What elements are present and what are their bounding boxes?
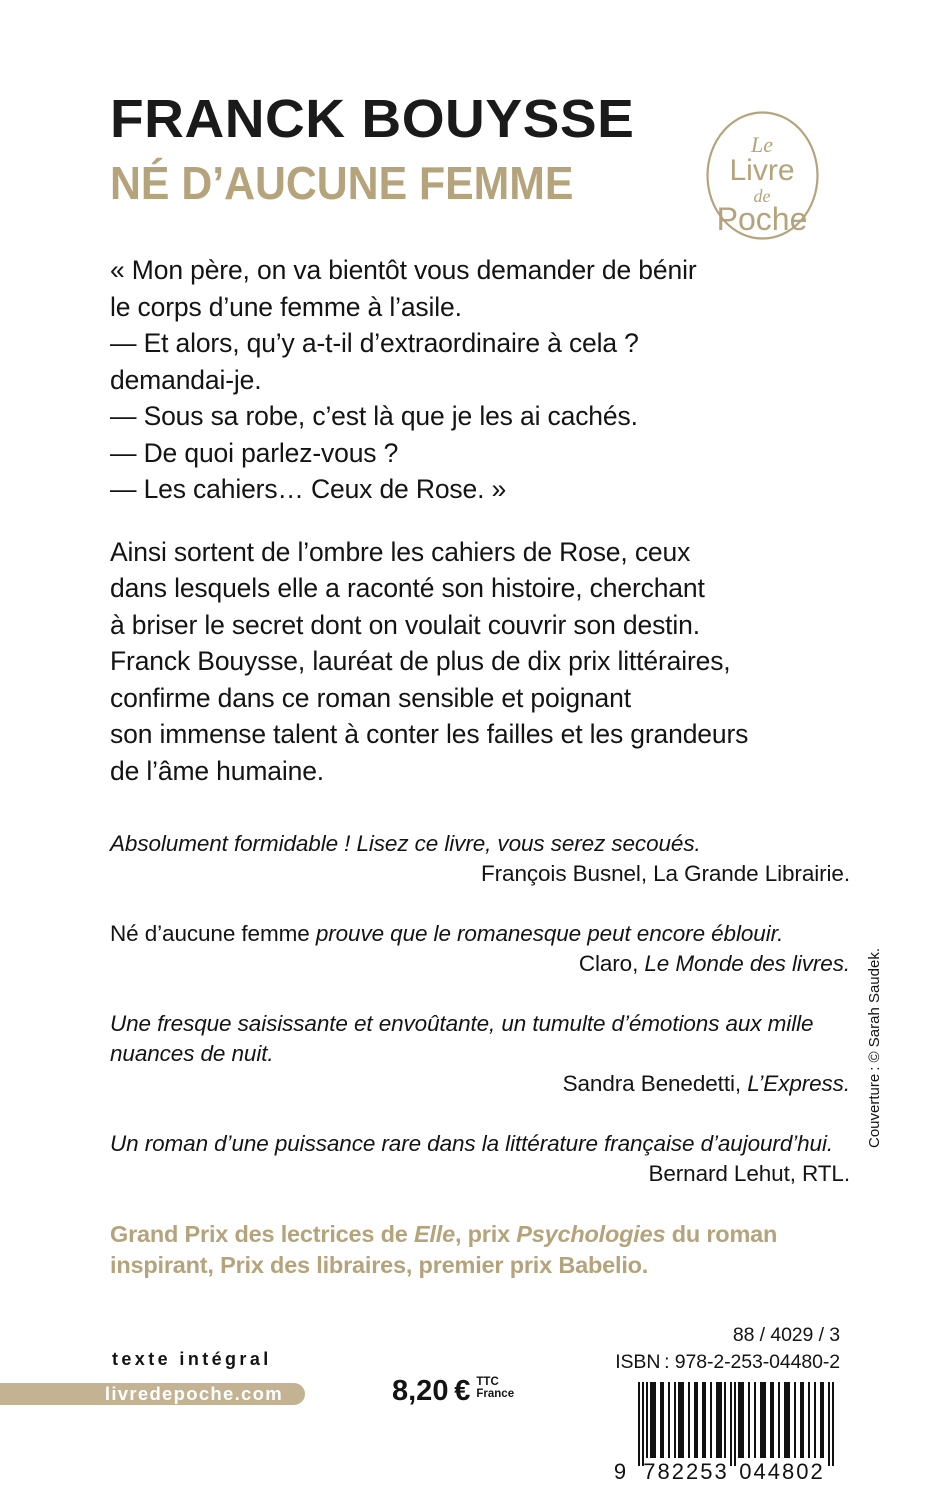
livre-de-poche-logo bbox=[700, 108, 825, 243]
review-quote-italic: Une fresque saisissante et envoûtante, un tumulte d’émotions aux mille nuances de nuit. bbox=[110, 1011, 814, 1066]
review-quote-italic: Absolument formidable ! Lisez ce livre, vous serez secoués. bbox=[110, 831, 701, 856]
excerpt-line: — Sous sa robe, c’est là que je les ai cachés. bbox=[110, 401, 638, 431]
excerpt-line: « Mon père, on va bientôt vous demander de bénir bbox=[110, 255, 697, 285]
review-quote-italic: prouve que le romanesque peut encore éblouir. bbox=[315, 921, 784, 946]
excerpt-line: — Les cahiers… Ceux de Rose. » bbox=[110, 474, 507, 504]
svg-text:Poche: Poche bbox=[716, 201, 808, 237]
catalog-code: 88 / 4029 / 3 bbox=[732, 1324, 840, 1346]
excerpt-line: — Et alors, qu’y a-t-il d’extraordinaire à cela ? bbox=[110, 328, 639, 358]
review-source bbox=[110, 1159, 850, 1189]
blurb-line: confirme dans ce roman sensible et poignant bbox=[110, 682, 631, 713]
blurb-line: dans lesquels elle a raconté son histoire, cherchant bbox=[110, 573, 705, 603]
review-source bbox=[110, 859, 850, 889]
review-item bbox=[110, 919, 850, 979]
excerpt-line: le corps d’une femme à l’asile. bbox=[110, 291, 462, 322]
prizes-part2: , prix bbox=[454, 1221, 517, 1247]
blurb-line: à briser le secret dont on voulait couvrir son destin. bbox=[110, 609, 700, 640]
review-source bbox=[110, 949, 850, 979]
blurb-block bbox=[110, 534, 850, 790]
review-source-plain: Sandra Benedetti, bbox=[562, 1071, 748, 1096]
prizes-part1: Grand Prix des lectrices de bbox=[110, 1221, 414, 1247]
review-source-plain: Claro, bbox=[578, 951, 645, 976]
isbn-code: ISBN : 978-2-253-04480-2 bbox=[615, 1351, 840, 1373]
svg-text:Le: Le bbox=[751, 132, 773, 157]
cover-credit-wrapper bbox=[866, 948, 927, 1348]
review-item bbox=[110, 1009, 850, 1099]
price-tax-line2: France bbox=[476, 1388, 515, 1400]
price-tax-line1: TTC bbox=[476, 1375, 499, 1388]
excerpt-block bbox=[110, 252, 850, 508]
review-quote bbox=[110, 1009, 850, 1069]
blurb-line: son immense talent à conter les failles et les grandeurs bbox=[110, 719, 749, 749]
cover-credit: Couverture : © Sarah Saudek. bbox=[866, 948, 883, 1148]
blurb-line: Ainsi sortent de l’ombre les cahiers de Rose, ceux bbox=[110, 536, 691, 567]
blurb-line: de l’âme humaine. bbox=[110, 755, 324, 786]
review-source bbox=[110, 1069, 850, 1099]
author-name: FRANCK BOUYSSE bbox=[110, 89, 635, 149]
prizes-part3: du roman inspirant, Prix des libraires, premier prix Babelio. bbox=[110, 1221, 778, 1278]
review-item bbox=[110, 1129, 850, 1189]
prizes-italic-elle: Elle bbox=[413, 1221, 455, 1247]
price-amount: 8,20 € bbox=[392, 1375, 471, 1407]
review-source-plain: Bernard Lehut, RTL. bbox=[648, 1161, 850, 1186]
svg-text:Livre: Livre bbox=[729, 154, 795, 187]
svg-text:de: de bbox=[753, 186, 771, 206]
review-quote-roman-prefix: Né d’aucune femme bbox=[110, 921, 316, 946]
price-tax-note bbox=[476, 1376, 514, 1401]
review-source-italic: Le Monde des livres. bbox=[644, 951, 850, 976]
identifier-block bbox=[500, 1322, 840, 1376]
prizes-line bbox=[110, 1219, 850, 1281]
excerpt-line: — De quoi parlez-vous ? bbox=[110, 437, 399, 468]
review-source-plain: François Busnel, La Grande Librairie. bbox=[481, 861, 850, 886]
website-badge[interactable] bbox=[0, 1383, 305, 1405]
review-quote bbox=[110, 919, 850, 949]
ean13-barcode bbox=[610, 1378, 840, 1483]
review-item bbox=[110, 829, 850, 889]
barcode-right-digits: 044802 bbox=[739, 1459, 825, 1483]
blurb-line: Franck Bouysse, lauréat de plus de dix prix littéraires, bbox=[110, 646, 731, 676]
book-title: NÉ D’AUCUNE FEMME bbox=[110, 157, 574, 209]
press-reviews bbox=[110, 829, 850, 1189]
barcode-left-digit: 9 bbox=[613, 1459, 627, 1483]
website-url: livredepoche.com bbox=[104, 1383, 283, 1404]
cover-content bbox=[110, 252, 850, 1305]
texte-integral-label: texte intégral bbox=[112, 1349, 272, 1369]
excerpt-line: demandai-je. bbox=[110, 364, 262, 395]
prizes-italic-psychologies: Psychologies bbox=[516, 1221, 666, 1247]
review-quote bbox=[110, 1129, 850, 1159]
barcode-mid-digits: 782253 bbox=[643, 1459, 729, 1483]
review-source-italic: L’Express. bbox=[747, 1071, 850, 1096]
price-label bbox=[392, 1375, 514, 1408]
review-quote-italic: Un roman d’une puissance rare dans la littérature française d’aujourd’hui. bbox=[110, 1131, 834, 1156]
review-quote bbox=[110, 829, 850, 859]
